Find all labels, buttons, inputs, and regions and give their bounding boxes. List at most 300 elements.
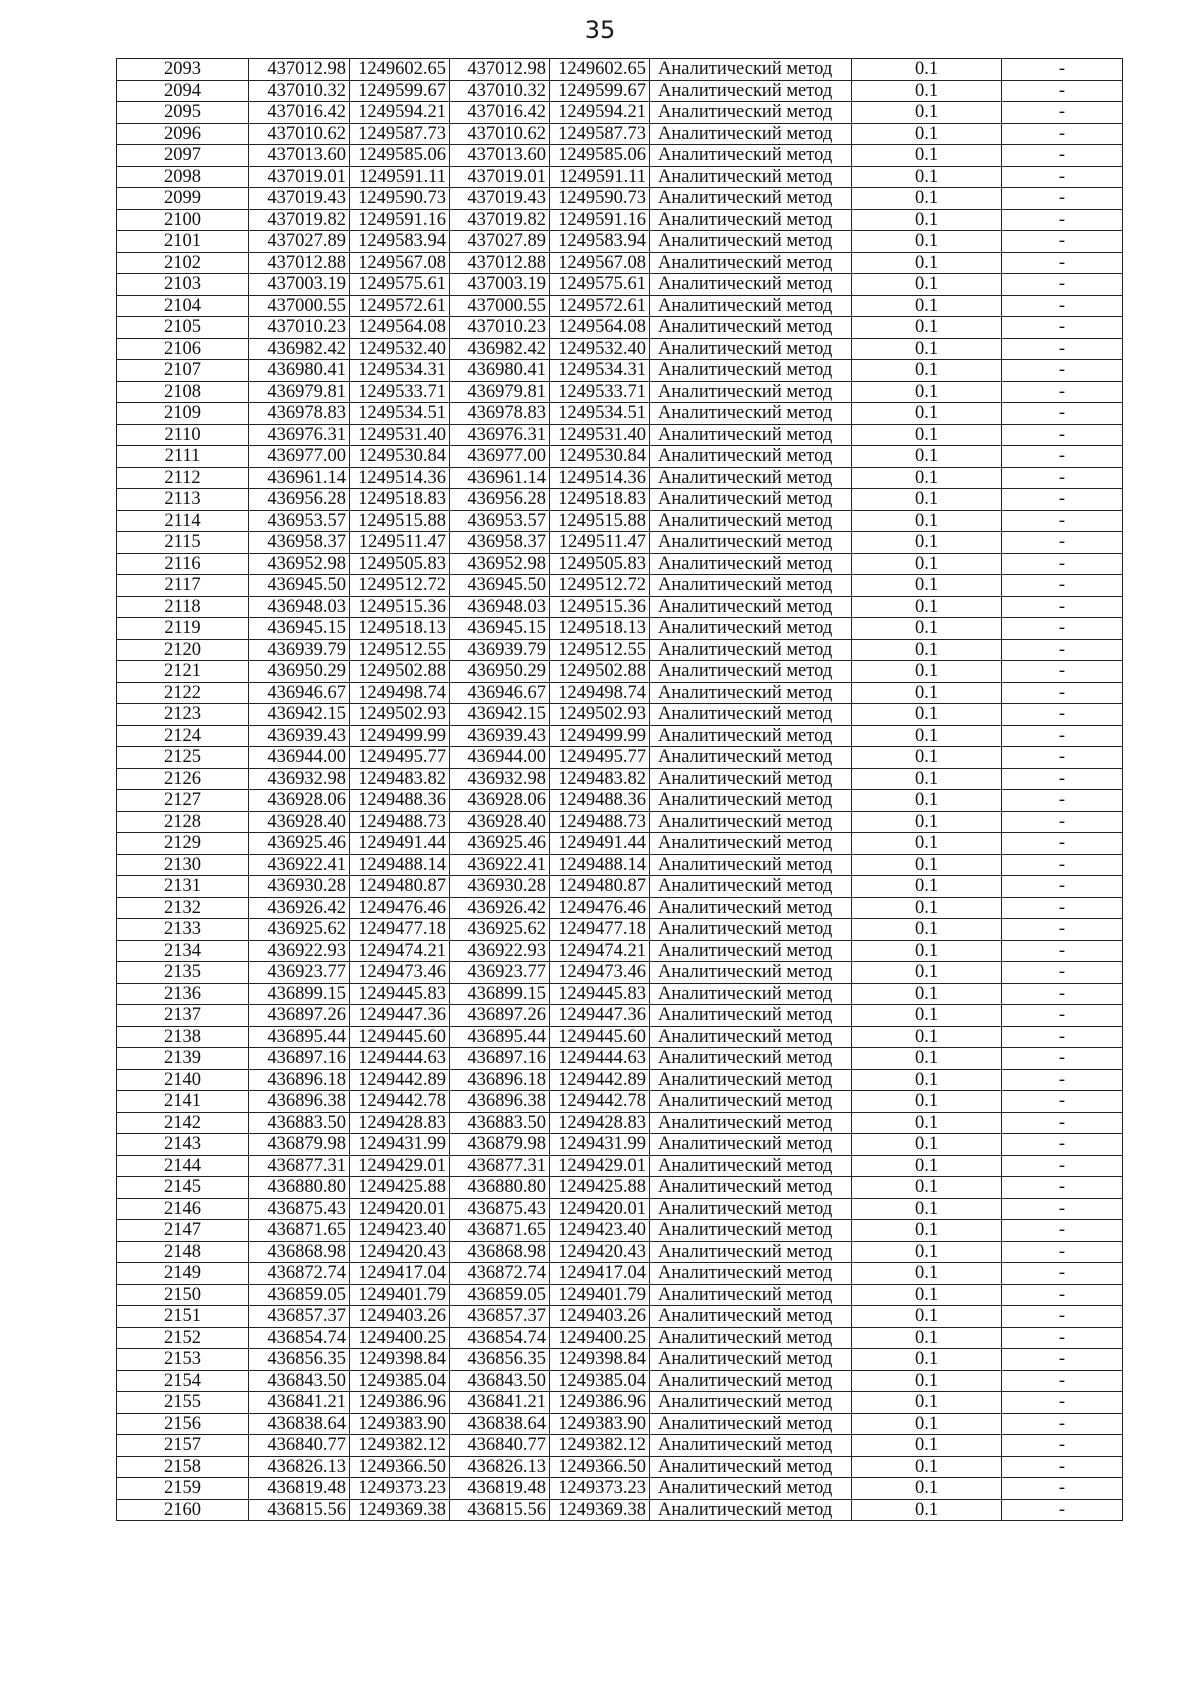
y-new-cell: 1249505.83 [550, 553, 650, 575]
accuracy-cell: 0.1 [852, 1349, 1002, 1371]
y-old-cell: 1249442.78 [350, 1091, 450, 1113]
x-old-cell: 436978.83 [249, 403, 350, 425]
table-row [117, 1005, 1123, 1027]
accuracy-cell: 0.1 [852, 553, 1002, 575]
accuracy-cell: 0.1 [852, 1370, 1002, 1392]
method-cell: Аналитический метод [650, 231, 852, 253]
table-row [117, 424, 1123, 446]
y-new-cell: 1249385.04 [550, 1370, 650, 1392]
x-new-cell: 436922.41 [450, 854, 550, 876]
method-cell: Аналитический метод [650, 1112, 852, 1134]
x-old-cell: 436930.28 [249, 876, 350, 898]
note-cell: - [1002, 1220, 1123, 1242]
point-number-cell: 2140 [117, 1069, 249, 1091]
method-cell: Аналитический метод [650, 854, 852, 876]
accuracy-cell: 0.1 [852, 1048, 1002, 1070]
accuracy-cell: 0.1 [852, 1263, 1002, 1285]
method-cell: Аналитический метод [650, 123, 852, 145]
note-cell: - [1002, 983, 1123, 1005]
table-row [117, 661, 1123, 683]
y-new-cell: 1249488.14 [550, 854, 650, 876]
accuracy-cell: 0.1 [852, 876, 1002, 898]
y-old-cell: 1249499.99 [350, 725, 450, 747]
note-cell: - [1002, 166, 1123, 188]
y-new-cell: 1249382.12 [550, 1435, 650, 1457]
x-old-cell: 437012.98 [249, 59, 350, 81]
note-cell: - [1002, 575, 1123, 597]
accuracy-cell: 0.1 [852, 725, 1002, 747]
accuracy-cell: 0.1 [852, 295, 1002, 317]
method-cell: Аналитический метод [650, 1306, 852, 1328]
point-number-cell: 2128 [117, 811, 249, 833]
accuracy-cell: 0.1 [852, 403, 1002, 425]
x-new-cell: 436945.50 [450, 575, 550, 597]
point-number-cell: 2115 [117, 532, 249, 554]
accuracy-cell: 0.1 [852, 317, 1002, 339]
note-cell: - [1002, 1478, 1123, 1500]
note-cell: - [1002, 639, 1123, 661]
note-cell: - [1002, 1456, 1123, 1478]
x-new-cell: 436819.48 [450, 1478, 550, 1500]
method-cell: Аналитический метод [650, 1349, 852, 1371]
x-old-cell: 436925.46 [249, 833, 350, 855]
table-row [117, 467, 1123, 489]
table-row [117, 575, 1123, 597]
x-old-cell: 436948.03 [249, 596, 350, 618]
table-row [117, 1155, 1123, 1177]
y-old-cell: 1249386.96 [350, 1392, 450, 1414]
x-old-cell: 436942.15 [249, 704, 350, 726]
y-new-cell: 1249572.61 [550, 295, 650, 317]
y-old-cell: 1249502.88 [350, 661, 450, 683]
x-new-cell: 436978.83 [450, 403, 550, 425]
accuracy-cell: 0.1 [852, 811, 1002, 833]
point-number-cell: 2150 [117, 1284, 249, 1306]
x-old-cell: 436897.16 [249, 1048, 350, 1070]
accuracy-cell: 0.1 [852, 231, 1002, 253]
accuracy-cell: 0.1 [852, 1392, 1002, 1414]
method-cell: Аналитический метод [650, 188, 852, 210]
y-new-cell: 1249602.65 [550, 59, 650, 81]
note-cell: - [1002, 747, 1123, 769]
point-number-cell: 2108 [117, 381, 249, 403]
point-number-cell: 2104 [117, 295, 249, 317]
x-new-cell: 436939.43 [450, 725, 550, 747]
accuracy-cell: 0.1 [852, 618, 1002, 640]
method-cell: Аналитический метод [650, 1005, 852, 1027]
note-cell: - [1002, 532, 1123, 554]
note-cell: - [1002, 424, 1123, 446]
note-cell: - [1002, 1005, 1123, 1027]
table-row [117, 1456, 1123, 1478]
y-new-cell: 1249534.31 [550, 360, 650, 382]
y-old-cell: 1249474.21 [350, 940, 450, 962]
note-cell: - [1002, 1370, 1123, 1392]
x-old-cell: 436932.98 [249, 768, 350, 790]
y-old-cell: 1249602.65 [350, 59, 450, 81]
table-row [117, 80, 1123, 102]
y-old-cell: 1249585.06 [350, 145, 450, 167]
note-cell: - [1002, 768, 1123, 790]
method-cell: Аналитический метод [650, 1478, 852, 1500]
method-cell: Аналитический метод [650, 833, 852, 855]
table-row [117, 854, 1123, 876]
table-row [117, 209, 1123, 231]
x-new-cell: 436877.31 [450, 1155, 550, 1177]
y-old-cell: 1249442.89 [350, 1069, 450, 1091]
note-cell: - [1002, 962, 1123, 984]
accuracy-cell: 0.1 [852, 747, 1002, 769]
x-old-cell: 436946.67 [249, 682, 350, 704]
y-new-cell: 1249477.18 [550, 919, 650, 941]
y-old-cell: 1249369.38 [350, 1499, 450, 1521]
y-new-cell: 1249532.40 [550, 338, 650, 360]
y-old-cell: 1249398.84 [350, 1349, 450, 1371]
x-new-cell: 436950.29 [450, 661, 550, 683]
x-new-cell: 436840.77 [450, 1435, 550, 1457]
y-new-cell: 1249431.99 [550, 1134, 650, 1156]
y-new-cell: 1249534.51 [550, 403, 650, 425]
x-old-cell: 436928.40 [249, 811, 350, 833]
point-number-cell: 2126 [117, 768, 249, 790]
y-old-cell: 1249428.83 [350, 1112, 450, 1134]
note-cell: - [1002, 360, 1123, 382]
table-row [117, 1413, 1123, 1435]
x-new-cell: 437010.32 [450, 80, 550, 102]
point-number-cell: 2143 [117, 1134, 249, 1156]
note-cell: - [1002, 59, 1123, 81]
x-new-cell: 436841.21 [450, 1392, 550, 1414]
x-old-cell: 437027.89 [249, 231, 350, 253]
x-new-cell: 436926.42 [450, 897, 550, 919]
table-row [117, 553, 1123, 575]
x-old-cell: 436879.98 [249, 1134, 350, 1156]
y-old-cell: 1249511.47 [350, 532, 450, 554]
table-row [117, 1284, 1123, 1306]
accuracy-cell: 0.1 [852, 1198, 1002, 1220]
x-new-cell: 437010.62 [450, 123, 550, 145]
x-new-cell: 436958.37 [450, 532, 550, 554]
accuracy-cell: 0.1 [852, 489, 1002, 511]
x-old-cell: 436857.37 [249, 1306, 350, 1328]
x-old-cell: 437000.55 [249, 295, 350, 317]
x-new-cell: 437010.23 [450, 317, 550, 339]
note-cell: - [1002, 209, 1123, 231]
point-number-cell: 2145 [117, 1177, 249, 1199]
method-cell: Аналитический метод [650, 596, 852, 618]
table-row [117, 231, 1123, 253]
y-old-cell: 1249488.73 [350, 811, 450, 833]
table-row [117, 59, 1123, 81]
method-cell: Аналитический метод [650, 1327, 852, 1349]
x-old-cell: 436928.06 [249, 790, 350, 812]
point-number-cell: 2160 [117, 1499, 249, 1521]
x-new-cell: 437000.55 [450, 295, 550, 317]
accuracy-cell: 0.1 [852, 102, 1002, 124]
x-new-cell: 436838.64 [450, 1413, 550, 1435]
method-cell: Аналитический метод [650, 790, 852, 812]
method-cell: Аналитический метод [650, 811, 852, 833]
point-number-cell: 2154 [117, 1370, 249, 1392]
y-new-cell: 1249518.13 [550, 618, 650, 640]
x-old-cell: 436926.42 [249, 897, 350, 919]
y-new-cell: 1249445.60 [550, 1026, 650, 1048]
note-cell: - [1002, 1198, 1123, 1220]
accuracy-cell: 0.1 [852, 424, 1002, 446]
y-old-cell: 1249403.26 [350, 1306, 450, 1328]
point-number-cell: 2100 [117, 209, 249, 231]
y-old-cell: 1249400.25 [350, 1327, 450, 1349]
method-cell: Аналитический метод [650, 962, 852, 984]
y-old-cell: 1249491.44 [350, 833, 450, 855]
table-row [117, 983, 1123, 1005]
y-old-cell: 1249480.87 [350, 876, 450, 898]
x-new-cell: 436872.74 [450, 1263, 550, 1285]
x-new-cell: 437013.60 [450, 145, 550, 167]
note-cell: - [1002, 919, 1123, 941]
x-old-cell: 437012.88 [249, 252, 350, 274]
method-cell: Аналитический метод [650, 145, 852, 167]
point-number-cell: 2102 [117, 252, 249, 274]
accuracy-cell: 0.1 [852, 1177, 1002, 1199]
y-new-cell: 1249442.78 [550, 1091, 650, 1113]
y-new-cell: 1249401.79 [550, 1284, 650, 1306]
y-new-cell: 1249476.46 [550, 897, 650, 919]
y-new-cell: 1249590.73 [550, 188, 650, 210]
note-cell: - [1002, 1327, 1123, 1349]
note-cell: - [1002, 1091, 1123, 1113]
y-old-cell: 1249445.60 [350, 1026, 450, 1048]
y-old-cell: 1249531.40 [350, 424, 450, 446]
note-cell: - [1002, 1241, 1123, 1263]
method-cell: Аналитический метод [650, 1220, 852, 1242]
y-new-cell: 1249447.36 [550, 1005, 650, 1027]
method-cell: Аналитический метод [650, 1392, 852, 1414]
point-number-cell: 2121 [117, 661, 249, 683]
table-row [117, 1263, 1123, 1285]
y-old-cell: 1249594.21 [350, 102, 450, 124]
table-row [117, 145, 1123, 167]
y-old-cell: 1249583.94 [350, 231, 450, 253]
x-new-cell: 436854.74 [450, 1327, 550, 1349]
method-cell: Аналитический метод [650, 1413, 852, 1435]
point-number-cell: 2144 [117, 1155, 249, 1177]
note-cell: - [1002, 1349, 1123, 1371]
table-row [117, 725, 1123, 747]
method-cell: Аналитический метод [650, 381, 852, 403]
note-cell: - [1002, 295, 1123, 317]
point-number-cell: 2098 [117, 166, 249, 188]
y-old-cell: 1249512.72 [350, 575, 450, 597]
table-row [117, 1048, 1123, 1070]
accuracy-cell: 0.1 [852, 467, 1002, 489]
y-old-cell: 1249417.04 [350, 1263, 450, 1285]
x-new-cell: 437019.01 [450, 166, 550, 188]
accuracy-cell: 0.1 [852, 575, 1002, 597]
table-row [117, 188, 1123, 210]
x-new-cell: 436871.65 [450, 1220, 550, 1242]
table-row [117, 1198, 1123, 1220]
y-new-cell: 1249420.01 [550, 1198, 650, 1220]
y-new-cell: 1249512.55 [550, 639, 650, 661]
point-number-cell: 2096 [117, 123, 249, 145]
point-number-cell: 2152 [117, 1327, 249, 1349]
accuracy-cell: 0.1 [852, 682, 1002, 704]
method-cell: Аналитический метод [650, 489, 852, 511]
note-cell: - [1002, 1263, 1123, 1285]
y-new-cell: 1249499.99 [550, 725, 650, 747]
accuracy-cell: 0.1 [852, 59, 1002, 81]
x-new-cell: 436953.57 [450, 510, 550, 532]
accuracy-cell: 0.1 [852, 252, 1002, 274]
x-new-cell: 436895.44 [450, 1026, 550, 1048]
x-old-cell: 436950.29 [249, 661, 350, 683]
y-old-cell: 1249515.88 [350, 510, 450, 532]
note-cell: - [1002, 510, 1123, 532]
method-cell: Аналитический метод [650, 80, 852, 102]
x-new-cell: 437012.98 [450, 59, 550, 81]
note-cell: - [1002, 446, 1123, 468]
method-cell: Аналитический метод [650, 1499, 852, 1521]
accuracy-cell: 0.1 [852, 596, 1002, 618]
table-row [117, 532, 1123, 554]
point-number-cell: 2157 [117, 1435, 249, 1457]
x-old-cell: 436953.57 [249, 510, 350, 532]
note-cell: - [1002, 1134, 1123, 1156]
y-old-cell: 1249515.36 [350, 596, 450, 618]
table-row [117, 1091, 1123, 1113]
accuracy-cell: 0.1 [852, 510, 1002, 532]
y-new-cell: 1249587.73 [550, 123, 650, 145]
accuracy-cell: 0.1 [852, 661, 1002, 683]
method-cell: Аналитический метод [650, 1263, 852, 1285]
note-cell: - [1002, 1048, 1123, 1070]
table-row [117, 1241, 1123, 1263]
x-old-cell: 436897.26 [249, 1005, 350, 1027]
table-row [117, 1134, 1123, 1156]
y-new-cell: 1249594.21 [550, 102, 650, 124]
point-number-cell: 2116 [117, 553, 249, 575]
table-row [117, 1478, 1123, 1500]
table-row [117, 596, 1123, 618]
y-new-cell: 1249429.01 [550, 1155, 650, 1177]
y-old-cell: 1249599.67 [350, 80, 450, 102]
y-new-cell: 1249495.77 [550, 747, 650, 769]
note-cell: - [1002, 1392, 1123, 1414]
table-row [117, 1112, 1123, 1134]
x-old-cell: 436838.64 [249, 1413, 350, 1435]
accuracy-cell: 0.1 [852, 1435, 1002, 1457]
note-cell: - [1002, 811, 1123, 833]
y-old-cell: 1249483.82 [350, 768, 450, 790]
y-old-cell: 1249590.73 [350, 188, 450, 210]
y-old-cell: 1249505.83 [350, 553, 450, 575]
x-old-cell: 436840.77 [249, 1435, 350, 1457]
x-old-cell: 437010.32 [249, 80, 350, 102]
y-old-cell: 1249401.79 [350, 1284, 450, 1306]
method-cell: Аналитический метод [650, 661, 852, 683]
accuracy-cell: 0.1 [852, 1155, 1002, 1177]
method-cell: Аналитический метод [650, 446, 852, 468]
y-old-cell: 1249532.40 [350, 338, 450, 360]
y-old-cell: 1249445.83 [350, 983, 450, 1005]
y-old-cell: 1249488.14 [350, 854, 450, 876]
x-old-cell: 436880.80 [249, 1177, 350, 1199]
note-cell: - [1002, 940, 1123, 962]
page-number: 35 [584, 16, 616, 44]
note-cell: - [1002, 338, 1123, 360]
y-new-cell: 1249373.23 [550, 1478, 650, 1500]
point-number-cell: 2109 [117, 403, 249, 425]
x-new-cell: 436977.00 [450, 446, 550, 468]
table-row [117, 102, 1123, 124]
y-new-cell: 1249480.87 [550, 876, 650, 898]
table-row [117, 317, 1123, 339]
accuracy-cell: 0.1 [852, 940, 1002, 962]
point-number-cell: 2127 [117, 790, 249, 812]
x-old-cell: 437013.60 [249, 145, 350, 167]
y-new-cell: 1249483.82 [550, 768, 650, 790]
note-cell: - [1002, 403, 1123, 425]
x-old-cell: 436896.18 [249, 1069, 350, 1091]
accuracy-cell: 0.1 [852, 1134, 1002, 1156]
point-number-cell: 2146 [117, 1198, 249, 1220]
y-new-cell: 1249420.43 [550, 1241, 650, 1263]
table-row [117, 489, 1123, 511]
table-row [117, 1220, 1123, 1242]
x-new-cell: 436948.03 [450, 596, 550, 618]
y-new-cell: 1249488.36 [550, 790, 650, 812]
note-cell: - [1002, 833, 1123, 855]
table-row [117, 1026, 1123, 1048]
x-old-cell: 436979.81 [249, 381, 350, 403]
x-old-cell: 436945.50 [249, 575, 350, 597]
table-row [117, 381, 1123, 403]
x-old-cell: 436923.77 [249, 962, 350, 984]
accuracy-cell: 0.1 [852, 446, 1002, 468]
x-new-cell: 436859.05 [450, 1284, 550, 1306]
method-cell: Аналитический метод [650, 1026, 852, 1048]
x-new-cell: 437003.19 [450, 274, 550, 296]
table-row [117, 1370, 1123, 1392]
y-new-cell: 1249369.38 [550, 1499, 650, 1521]
note-cell: - [1002, 661, 1123, 683]
note-cell: - [1002, 790, 1123, 812]
accuracy-cell: 0.1 [852, 983, 1002, 1005]
x-old-cell: 436883.50 [249, 1112, 350, 1134]
y-old-cell: 1249385.04 [350, 1370, 450, 1392]
accuracy-cell: 0.1 [852, 1284, 1002, 1306]
x-old-cell: 436854.74 [249, 1327, 350, 1349]
y-new-cell: 1249386.96 [550, 1392, 650, 1414]
y-old-cell: 1249534.31 [350, 360, 450, 382]
x-old-cell: 436945.15 [249, 618, 350, 640]
accuracy-cell: 0.1 [852, 1026, 1002, 1048]
table-row [117, 747, 1123, 769]
y-new-cell: 1249473.46 [550, 962, 650, 984]
x-new-cell: 436956.28 [450, 489, 550, 511]
x-old-cell: 437016.42 [249, 102, 350, 124]
note-cell: - [1002, 596, 1123, 618]
x-new-cell: 436923.77 [450, 962, 550, 984]
method-cell: Аналитический метод [650, 704, 852, 726]
x-new-cell: 436932.98 [450, 768, 550, 790]
point-number-cell: 2113 [117, 489, 249, 511]
note-cell: - [1002, 489, 1123, 511]
point-number-cell: 2106 [117, 338, 249, 360]
x-new-cell: 436922.93 [450, 940, 550, 962]
point-number-cell: 2138 [117, 1026, 249, 1048]
